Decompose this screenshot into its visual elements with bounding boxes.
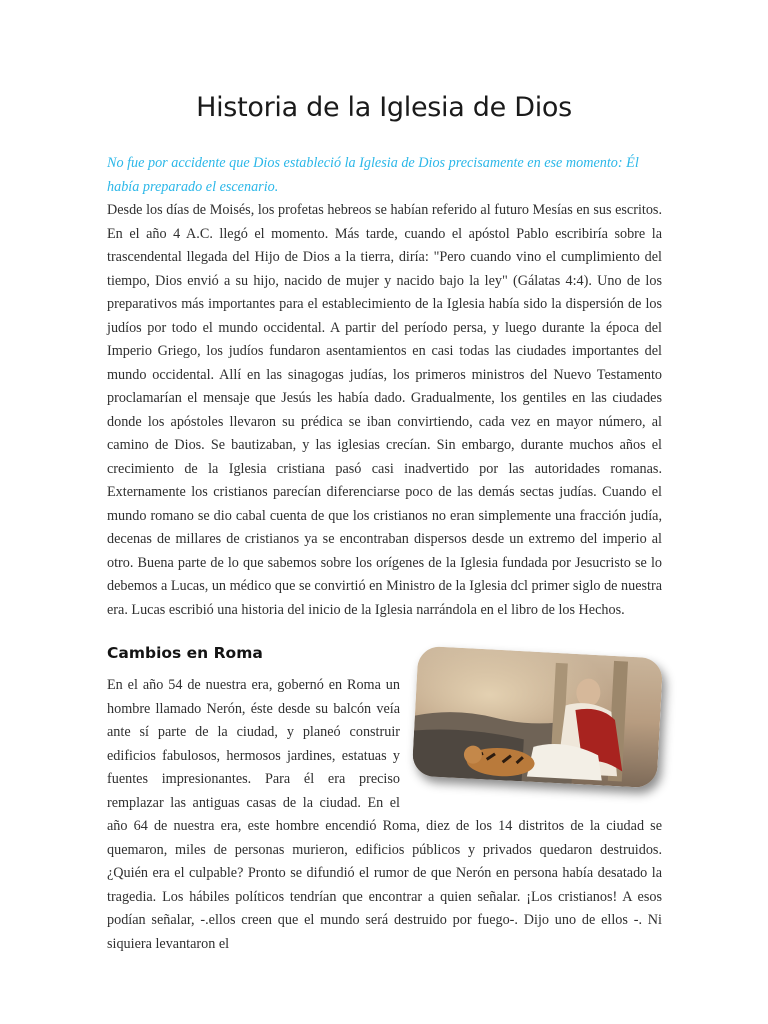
section-heading: Cambios en Roma: [107, 644, 263, 662]
page-title: Historia de la Iglesia de Dios: [196, 92, 572, 123]
body-paragraph-1: Desde los días de Moisés, los profetas hebreos se habían referido al futuro Mesías en sus escritos. En el año 4 A.C. llegó el momento. Más tarde, cuando el apóstol Pablo escribiría sobre la trascendental llegada del Hijo de Dios a la tierra, diría: "Pero cuando vino el cumplimiento del tiempo, Dios envió a su hijo, nacido de mujer y nacido bajo la ley" (Gálatas 4:4). Uno de los preparativos más importantes para el establecimiento de la Iglesia había sido la dispersión de los judíos por todo el mundo occidental. A partir del período persa, y luego durante la época del Imperio Griego, los judíos fundaron asentamientos en casi todas las ciudades importantes del mundo occidental. Allí en las sinagogas judías, los primeros ministros del Nuevo Testamento proclamarían el mensaje que Jesús les había dado. Gradualmente, los gentiles en las ciudades donde los apóstoles llevaron su prédica se iban convirtiendo, cada vez en mayor número, al camino de Dios. Se bautizaban, y las iglesias crecían. Sin embargo, durante muchos años el crecimiento de la Iglesia cristiana pasó casi inadvertido por las autoridades romanas. Externamente los cristianos parecían diferenciarse poco de las demás sectas judías. Cuando el mundo romano se dio cabal cuenta de que los cristianos no eran simplemente una fracción judía, decenas de millares de cristianos ya se encontraban dispersos desde un extremo del imperio al otro. Buena parte de lo que sabemos sobre los orígenes de la Iglesia fundada por Jesucristo se lo debemos a Lucas, un médico que se convirtió en Ministro de la Iglesia dcl primer siglo de nuestra era. Lucas escribió una historia del inicio de la Iglesia narrándola en el libro de los Hechos.: [107, 202, 662, 618]
nero-painting-image: [412, 646, 663, 789]
painting-illustration: [412, 646, 663, 789]
body-paragraph-2: En el año 54 de nuestra era, gobernó en Roma un hombre llamado Nerón, éste desde su balcón veía ante sí parte de la ciudad, y planeó construir edificios fabulosos, hermosos jardines, estatuas y fuentes impresionantes. Para él era preciso remplazar las antiguas casas de la ciudad. En el año 64 de nuestra era, este hombre encendió Roma, diez de los 14 distritos de la ciudad se quemaron, miles de personas murieron, edificios públicos y privados quedaron destruidos. ¿Quién era el culpable? Pronto se difundió el rumor de que Nerón en persona había desatado la tragedia. Los hábiles políticos tendrían que encontrar a quien señalar. ¡Los cristianos! A esos podían señalar, -.ellos creen que el mundo será destruido por fuego-. Dijo uno de ellos -. Ni siquiera levantaron el: [107, 677, 662, 952]
lede-paragraph: No fue por accidente que Dios estableció la Iglesia de Dios precisamente en ese momento: Él había preparado el escenario.: [107, 155, 639, 195]
